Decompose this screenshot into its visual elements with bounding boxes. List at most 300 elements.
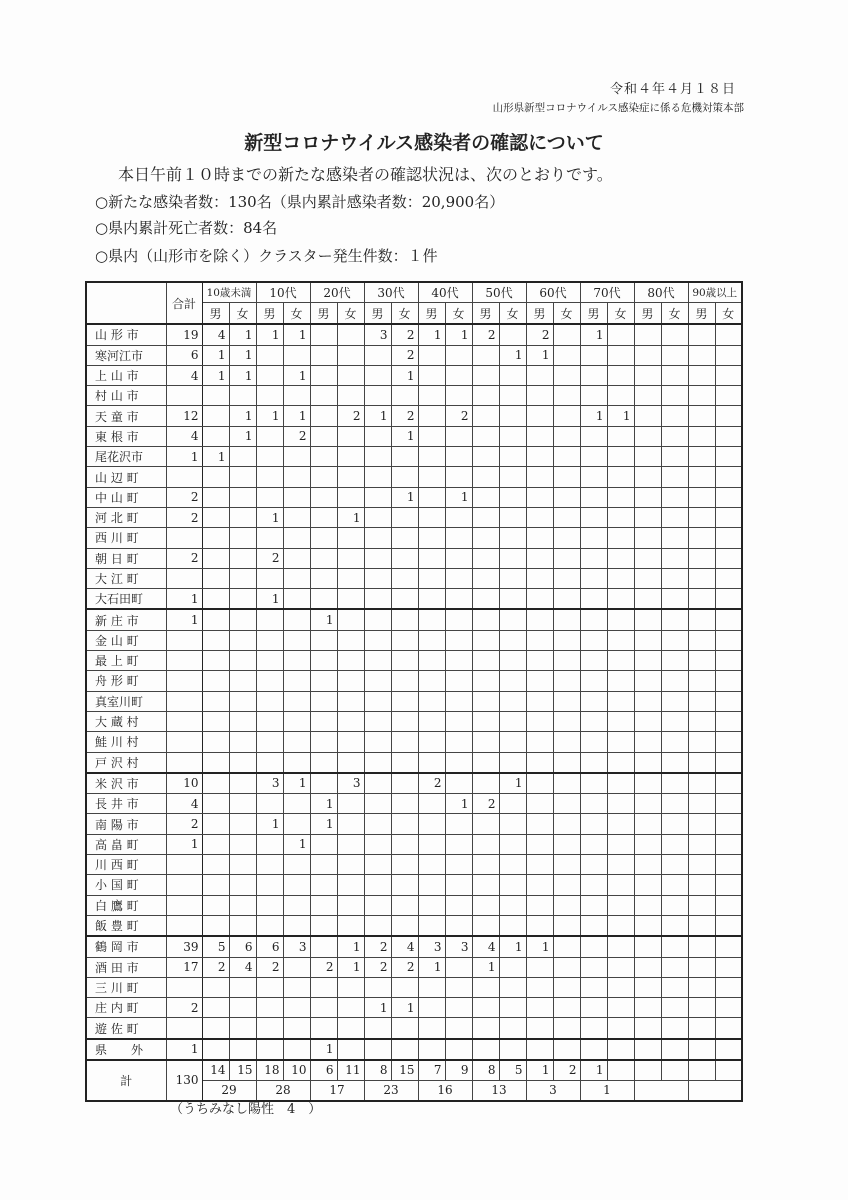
- case-count: [688, 507, 715, 527]
- case-count: 2: [337, 406, 364, 426]
- case-count: [580, 691, 607, 711]
- case-count: [202, 773, 229, 794]
- case-count: [229, 447, 256, 467]
- case-count: [553, 814, 580, 834]
- case-count: [283, 977, 310, 997]
- case-count: [661, 732, 688, 752]
- case-count: [499, 875, 526, 895]
- case-count: [634, 406, 661, 426]
- case-count: [283, 548, 310, 568]
- case-count: [283, 814, 310, 834]
- case-count: [256, 977, 283, 997]
- case-count: [499, 1018, 526, 1039]
- case-count: [337, 671, 364, 691]
- case-count: [337, 915, 364, 936]
- header-total: 合計: [166, 282, 202, 324]
- case-count: [634, 467, 661, 487]
- case-count: [337, 630, 364, 650]
- case-count: [418, 487, 445, 507]
- footer-sex-count: [661, 1060, 688, 1081]
- case-count: [526, 773, 553, 794]
- case-count: [364, 834, 391, 854]
- sex-header-female: 女: [337, 303, 364, 325]
- sex-header-male: 男: [202, 303, 229, 325]
- case-count: [688, 936, 715, 957]
- case-count: [283, 855, 310, 875]
- case-count: [688, 671, 715, 691]
- case-count: [283, 1018, 310, 1039]
- case-count: [310, 324, 337, 345]
- case-count: [445, 977, 472, 997]
- case-count: [553, 957, 580, 977]
- case-count: [526, 528, 553, 548]
- sex-header-male: 男: [418, 303, 445, 325]
- row-total: [166, 895, 202, 915]
- case-count: [634, 875, 661, 895]
- case-count: 1: [283, 773, 310, 794]
- case-count: [256, 568, 283, 588]
- case-count: 1: [256, 324, 283, 345]
- case-count: 1: [526, 936, 553, 957]
- case-count: [688, 915, 715, 936]
- table-row: [86, 711, 742, 731]
- case-count: [661, 957, 688, 977]
- sex-header-male: 男: [256, 303, 283, 325]
- footer-sex-count: 8: [472, 1060, 499, 1081]
- case-count: [229, 651, 256, 671]
- case-count: [283, 507, 310, 527]
- case-count: [553, 732, 580, 752]
- case-count: 1: [607, 406, 634, 426]
- case-count: [364, 507, 391, 527]
- city-name: 鶴 岡 市: [86, 936, 166, 957]
- sex-header-female: 女: [229, 303, 256, 325]
- row-total: [166, 651, 202, 671]
- case-count: [256, 998, 283, 1018]
- case-count: [715, 467, 742, 487]
- case-count: [607, 711, 634, 731]
- case-count: [391, 447, 418, 467]
- case-count: [526, 671, 553, 691]
- age-group-header: 80代: [634, 282, 688, 303]
- case-count: [310, 630, 337, 650]
- case-count: [499, 895, 526, 915]
- case-count: [688, 487, 715, 507]
- case-count: [310, 487, 337, 507]
- case-count: [310, 998, 337, 1018]
- case-count: [337, 855, 364, 875]
- city-name: 小 国 町: [86, 875, 166, 895]
- case-count: [715, 528, 742, 548]
- case-count: [310, 589, 337, 610]
- case-count: [661, 936, 688, 957]
- case-count: [634, 998, 661, 1018]
- case-count: [472, 1018, 499, 1039]
- case-count: [337, 467, 364, 487]
- case-count: [391, 568, 418, 588]
- case-count: [364, 752, 391, 773]
- case-count: [472, 365, 499, 385]
- row-total: 4: [166, 794, 202, 814]
- case-count: [715, 1018, 742, 1039]
- case-count: [634, 386, 661, 406]
- case-count: [553, 589, 580, 610]
- city-name: 天 童 市: [86, 406, 166, 426]
- footer-age-count: [688, 1080, 742, 1101]
- case-count: [337, 426, 364, 446]
- case-count: [283, 895, 310, 915]
- footer-sex-count: [634, 1060, 661, 1081]
- case-count: 1: [580, 406, 607, 426]
- cases-table: [85, 281, 743, 1102]
- sex-header-female: 女: [499, 303, 526, 325]
- case-count: [526, 386, 553, 406]
- case-count: [229, 875, 256, 895]
- footer-age-count: 16: [418, 1080, 472, 1101]
- case-count: [391, 589, 418, 610]
- case-count: [202, 998, 229, 1018]
- case-count: [715, 507, 742, 527]
- case-count: [715, 589, 742, 610]
- case-count: 2: [283, 426, 310, 446]
- case-count: [391, 671, 418, 691]
- row-total: 17: [166, 957, 202, 977]
- case-count: [688, 1018, 715, 1039]
- case-count: [337, 875, 364, 895]
- case-count: [607, 487, 634, 507]
- row-total: 4: [166, 365, 202, 385]
- case-count: [580, 957, 607, 977]
- case-count: [337, 711, 364, 731]
- case-count: [526, 406, 553, 426]
- case-count: [526, 487, 553, 507]
- case-count: [553, 1039, 580, 1060]
- case-count: [715, 794, 742, 814]
- case-count: [418, 426, 445, 446]
- case-count: [715, 957, 742, 977]
- case-count: [445, 365, 472, 385]
- case-count: [283, 447, 310, 467]
- case-count: 4: [202, 324, 229, 345]
- case-count: [688, 957, 715, 977]
- footer-grand-total: 130: [166, 1060, 202, 1101]
- case-count: [472, 630, 499, 650]
- case-count: [499, 691, 526, 711]
- case-count: [364, 447, 391, 467]
- case-count: [607, 507, 634, 527]
- case-count: [418, 794, 445, 814]
- case-count: [661, 773, 688, 794]
- case-count: [553, 467, 580, 487]
- case-count: [445, 568, 472, 588]
- city-name: 最 上 町: [86, 651, 166, 671]
- footer-sex-count: [715, 1060, 742, 1081]
- case-count: [499, 609, 526, 630]
- case-count: [202, 1018, 229, 1039]
- case-count: [688, 977, 715, 997]
- case-count: [337, 609, 364, 630]
- table-row: [86, 324, 742, 345]
- case-count: [310, 568, 337, 588]
- case-count: [337, 834, 364, 854]
- case-count: [472, 568, 499, 588]
- table-row: [86, 1039, 742, 1060]
- table-row: [86, 855, 742, 875]
- report-date: 令和４年４月１８日: [609, 82, 736, 97]
- case-count: [256, 426, 283, 446]
- case-count: 1: [418, 957, 445, 977]
- case-count: [499, 834, 526, 854]
- case-count: [364, 467, 391, 487]
- city-name: 上 山 市: [86, 365, 166, 385]
- case-count: [364, 589, 391, 610]
- case-count: [364, 426, 391, 446]
- case-count: [688, 324, 715, 345]
- case-count: [256, 447, 283, 467]
- case-count: [472, 651, 499, 671]
- case-count: [607, 630, 634, 650]
- case-count: [580, 386, 607, 406]
- case-count: [202, 834, 229, 854]
- case-count: [526, 609, 553, 630]
- case-count: [256, 630, 283, 650]
- case-count: [337, 651, 364, 671]
- case-count: [661, 671, 688, 691]
- case-count: [310, 936, 337, 957]
- case-count: [553, 895, 580, 915]
- case-count: [526, 426, 553, 446]
- footer-age-count: 17: [310, 1080, 364, 1101]
- case-count: [202, 691, 229, 711]
- case-count: [283, 589, 310, 610]
- case-count: [202, 630, 229, 650]
- case-count: [661, 406, 688, 426]
- row-total: 2: [166, 487, 202, 507]
- case-count: [391, 834, 418, 854]
- case-count: [418, 406, 445, 426]
- case-count: 2: [364, 936, 391, 957]
- case-count: 3: [256, 773, 283, 794]
- case-count: [202, 507, 229, 527]
- footer-sex-count: 9: [445, 1060, 472, 1081]
- table-row: [86, 936, 742, 957]
- case-count: [688, 345, 715, 365]
- case-count: [553, 977, 580, 997]
- case-count: [499, 915, 526, 936]
- table-row: [86, 386, 742, 406]
- intro-text: 本日午前１０時までの新たな感染者の確認状況は、次のとおりです。: [118, 165, 613, 184]
- case-count: [418, 568, 445, 588]
- case-count: [472, 548, 499, 568]
- case-count: [688, 752, 715, 773]
- case-count: 1: [364, 406, 391, 426]
- case-count: [661, 324, 688, 345]
- case-count: 1: [256, 814, 283, 834]
- case-count: [472, 691, 499, 711]
- case-count: [526, 895, 553, 915]
- case-count: [634, 732, 661, 752]
- case-count: [202, 732, 229, 752]
- case-count: [526, 711, 553, 731]
- footer-sex-count: 8: [364, 1060, 391, 1081]
- case-count: [715, 568, 742, 588]
- case-count: [580, 447, 607, 467]
- case-count: [661, 487, 688, 507]
- case-count: [688, 447, 715, 467]
- case-count: 1: [499, 936, 526, 957]
- case-count: [553, 936, 580, 957]
- footer-sex-count: 7: [418, 1060, 445, 1081]
- case-count: [688, 814, 715, 834]
- case-count: [553, 345, 580, 365]
- case-count: [499, 814, 526, 834]
- case-count: [634, 977, 661, 997]
- age-group-header: 60代: [526, 282, 580, 303]
- case-count: [391, 977, 418, 997]
- case-count: [499, 711, 526, 731]
- case-count: [553, 406, 580, 426]
- case-count: 1: [310, 814, 337, 834]
- row-total: 10: [166, 773, 202, 794]
- table-row: [86, 732, 742, 752]
- case-count: [202, 671, 229, 691]
- footer-age-count: 28: [256, 1080, 310, 1101]
- row-total: [166, 711, 202, 731]
- case-count: [283, 528, 310, 548]
- table-row: [86, 507, 742, 527]
- table-row: [86, 752, 742, 773]
- case-count: [580, 773, 607, 794]
- case-count: [553, 528, 580, 548]
- case-count: [715, 386, 742, 406]
- case-count: [715, 548, 742, 568]
- case-count: [580, 794, 607, 814]
- case-count: [715, 630, 742, 650]
- case-count: [364, 773, 391, 794]
- case-count: [661, 752, 688, 773]
- case-count: [526, 447, 553, 467]
- case-count: [364, 711, 391, 731]
- case-count: [256, 1039, 283, 1060]
- sex-header-male: 男: [472, 303, 499, 325]
- case-count: [715, 691, 742, 711]
- case-count: [553, 773, 580, 794]
- case-count: [634, 528, 661, 548]
- case-count: [418, 630, 445, 650]
- case-count: [256, 1018, 283, 1039]
- case-count: [715, 875, 742, 895]
- footer-sex-count: 18: [256, 1060, 283, 1081]
- case-count: [607, 386, 634, 406]
- case-count: [337, 1018, 364, 1039]
- case-count: [310, 447, 337, 467]
- case-count: [634, 426, 661, 446]
- case-count: [256, 711, 283, 731]
- case-count: [661, 651, 688, 671]
- case-count: [580, 711, 607, 731]
- case-count: [445, 548, 472, 568]
- case-count: [607, 794, 634, 814]
- case-count: [607, 875, 634, 895]
- case-count: [445, 507, 472, 527]
- clusters-line: ○県内（山形市を除く）クラスター発生件数：１件: [95, 247, 438, 265]
- city-name: 米 沢 市: [86, 773, 166, 794]
- case-count: [364, 630, 391, 650]
- case-count: [310, 406, 337, 426]
- case-count: [580, 426, 607, 446]
- case-count: [499, 651, 526, 671]
- case-count: [472, 609, 499, 630]
- case-count: [715, 345, 742, 365]
- case-count: [202, 528, 229, 548]
- row-total: 1: [166, 1039, 202, 1060]
- presumed-positive-note: （うちみなし陽性 4 ）: [170, 1102, 322, 1117]
- case-count: [283, 671, 310, 691]
- case-count: [310, 915, 337, 936]
- case-count: [688, 609, 715, 630]
- case-count: [553, 671, 580, 691]
- case-count: [283, 752, 310, 773]
- case-count: [229, 609, 256, 630]
- case-count: [391, 752, 418, 773]
- case-count: [337, 814, 364, 834]
- case-count: [256, 609, 283, 630]
- case-count: [472, 814, 499, 834]
- case-count: [229, 507, 256, 527]
- row-total: 6: [166, 345, 202, 365]
- case-count: 1: [229, 365, 256, 385]
- case-count: [526, 630, 553, 650]
- case-count: [634, 711, 661, 731]
- case-count: [607, 998, 634, 1018]
- table-row: [86, 548, 742, 568]
- case-count: [310, 773, 337, 794]
- case-count: [688, 651, 715, 671]
- table-row: [86, 609, 742, 630]
- case-count: [661, 568, 688, 588]
- case-count: [715, 365, 742, 385]
- table-row: [86, 345, 742, 365]
- case-count: [607, 855, 634, 875]
- case-count: [607, 773, 634, 794]
- case-count: [526, 957, 553, 977]
- sex-header-male: 男: [634, 303, 661, 325]
- case-count: 1: [445, 324, 472, 345]
- case-count: [391, 773, 418, 794]
- case-count: [229, 773, 256, 794]
- case-count: [391, 691, 418, 711]
- case-count: [256, 528, 283, 548]
- case-count: [661, 589, 688, 610]
- case-count: [715, 732, 742, 752]
- case-count: [580, 915, 607, 936]
- case-count: [688, 426, 715, 446]
- case-count: [634, 568, 661, 588]
- footer-age-count: 13: [472, 1080, 526, 1101]
- case-count: [283, 732, 310, 752]
- case-count: 2: [310, 957, 337, 977]
- case-count: [283, 794, 310, 814]
- case-count: [499, 1039, 526, 1060]
- case-count: [526, 691, 553, 711]
- case-count: [364, 386, 391, 406]
- case-count: [418, 814, 445, 834]
- case-count: [337, 589, 364, 610]
- case-count: [256, 467, 283, 487]
- case-count: [526, 834, 553, 854]
- case-count: [229, 386, 256, 406]
- case-count: [715, 834, 742, 854]
